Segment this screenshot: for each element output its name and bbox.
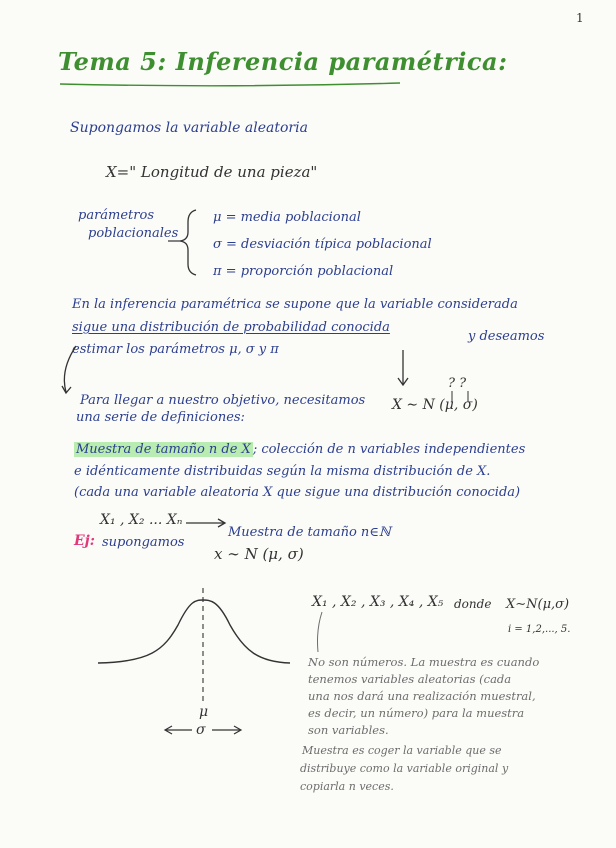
note-line-4: es decir, un número) para la muestra	[308, 706, 525, 720]
title-underline	[60, 83, 400, 86]
note-line-3: una nos dará una realización muestral,	[308, 689, 536, 703]
example-index: i = 1,2,..., 5.	[508, 624, 571, 635]
parameters-label-1: parámetros	[78, 208, 154, 223]
sample-notation: X₁ , X₂ ... Xₙ	[100, 512, 183, 528]
example-donde: donde	[454, 597, 492, 611]
brace-icon	[180, 210, 196, 275]
note-line-5: son variables.	[308, 723, 389, 737]
note-line-7: distribuye como la variable original y	[300, 762, 509, 775]
page-number: 1	[576, 11, 584, 25]
sample-line-2: e idénticamente distribuidas según la misma distribución de X.	[74, 464, 491, 479]
intro-line: Supongamos la variable aleatoria	[70, 120, 308, 136]
page-title: Tema 5: Inferencia paramétrica:	[58, 47, 508, 76]
sample-notation-desc: Muestra de tamaño n∈ℕ	[228, 525, 391, 540]
example-distribution: x ∼ N (μ, σ)	[214, 545, 304, 563]
sample-line-1-rest: ; colección de n variables independientes	[252, 442, 526, 457]
parameter-sigma: σ = desviación típica poblacional	[213, 237, 432, 252]
distribution-formula: X ∼ N (μ, σ)	[392, 397, 478, 413]
parameter-pi: π = proporción poblacional	[213, 264, 394, 279]
example-donde-dist: X∼N(μ,σ)	[506, 597, 570, 612]
parameter-mu: μ = media poblacional	[213, 210, 361, 225]
inference-line-1: En la inferencia paramétrica se supone que la variable considerada	[72, 297, 518, 312]
note-line-6: Muestra es coger la variable que se	[302, 744, 502, 757]
sample-term: Muestra de tamaño n de X	[76, 442, 251, 457]
example-sample-vars: X₁ , X₂ , X₃ , X₄ , X₅	[312, 594, 444, 610]
inference-line-3: estimar los parámetros μ, σ y π	[72, 342, 279, 357]
example-label: Ej:	[74, 533, 95, 549]
goal-line-1: Para llegar a nuestro objetivo, necesitamos	[80, 393, 366, 408]
curved-arrow-icon	[64, 346, 76, 392]
note-line-8: copiarla n veces.	[300, 780, 394, 793]
example-text: supongamos	[102, 535, 185, 550]
goal-line-2: una serie de definiciones:	[76, 410, 245, 425]
sigma-label: σ	[196, 722, 206, 738]
note-arrow-icon	[318, 612, 323, 652]
inference-line-2-rest: y deseamos	[468, 329, 545, 344]
note-line-2: tenemos variables aleatorias (cada	[308, 672, 512, 686]
note-line-1: No son números. La muestra es cuando	[308, 655, 540, 669]
normal-curve	[98, 600, 290, 663]
question-marks: ? ?	[448, 376, 467, 391]
variable-definition: X=" Longitud de una pieza"	[106, 163, 318, 181]
parameters-label-2: poblacionales	[88, 226, 179, 241]
sample-line-3: (cada una variable aleatoria X que sigue una distribución conocida)	[74, 485, 521, 500]
inference-underlined: sigue una distribución de probabilidad conocida	[72, 320, 390, 335]
mu-label: μ	[199, 704, 209, 720]
